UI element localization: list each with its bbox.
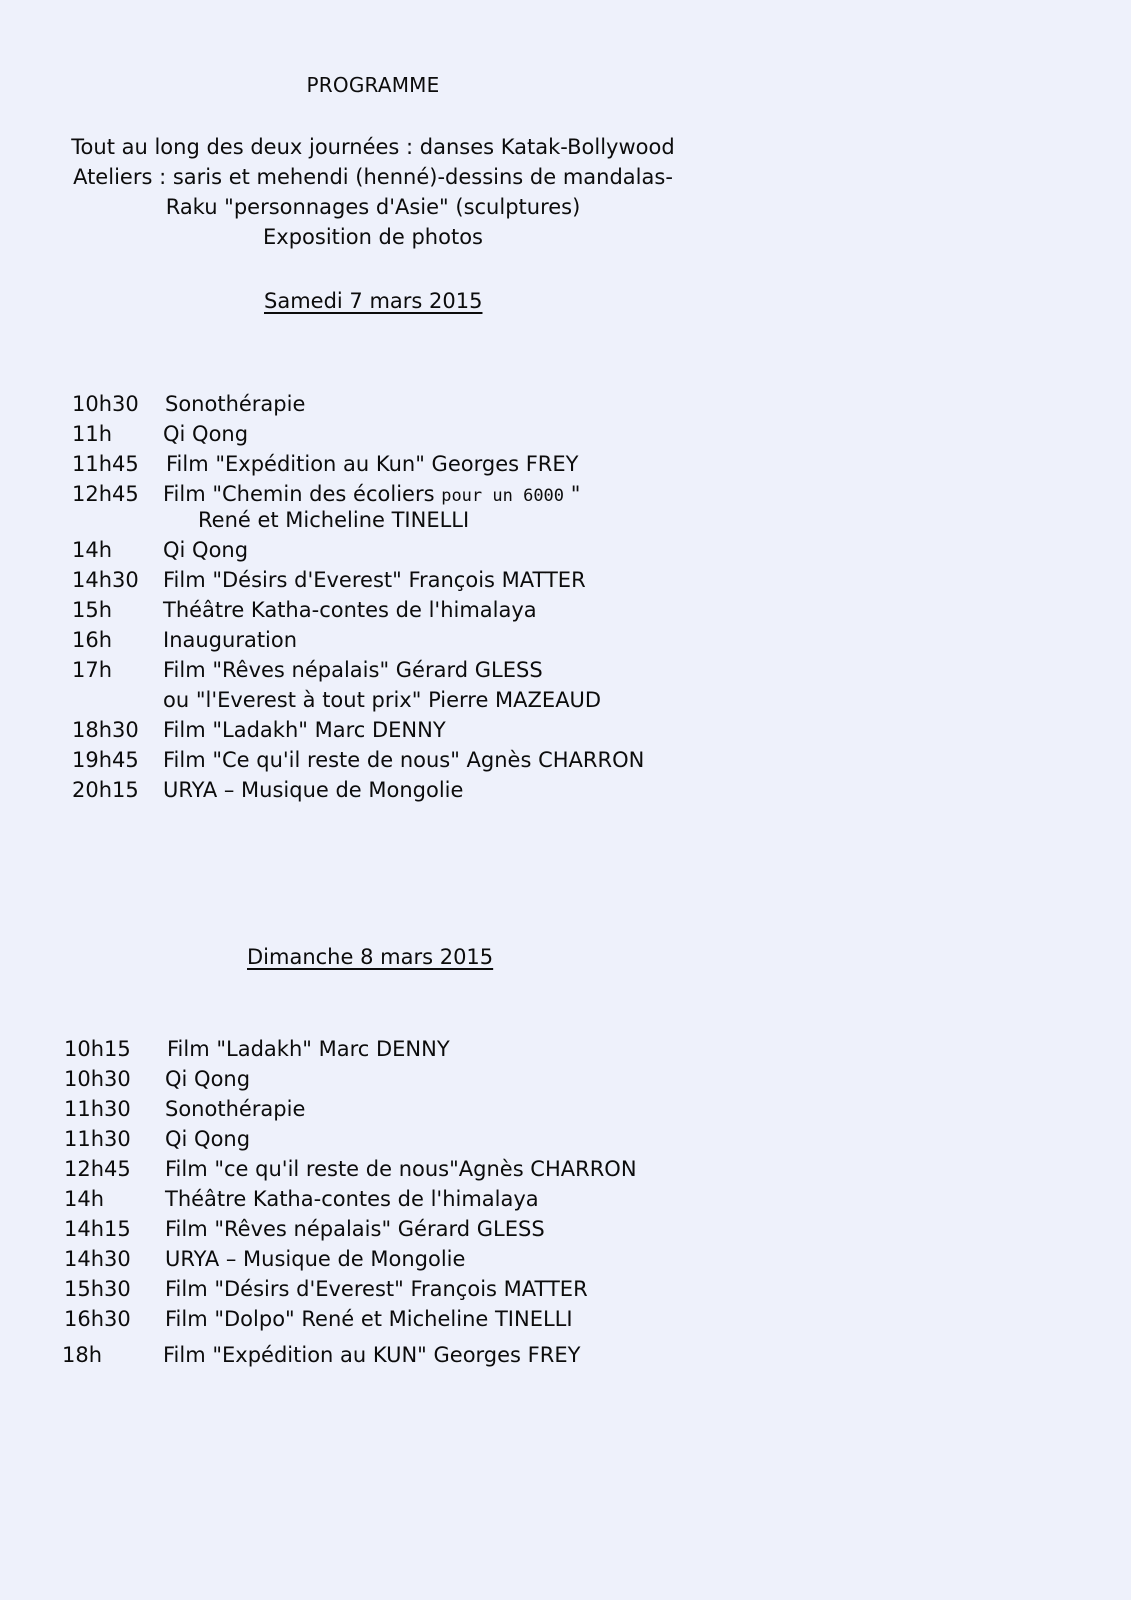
event-time: 16h [72, 628, 113, 652]
event-title: Qi Qong [163, 422, 249, 446]
event-title: Qi Qong [165, 1127, 251, 1151]
event-time: 10h30 [72, 392, 139, 416]
event-title: Film "Ladakh" Marc DENNY [163, 718, 446, 742]
event-time: 14h30 [72, 568, 139, 592]
event-continuation: ou "l'Everest à tout prix" Pierre MAZEAUD [163, 688, 602, 712]
event-time: 11h [72, 422, 113, 446]
intro-line: Raku "personnages d'Asie" (sculptures) [165, 195, 581, 219]
event-title: Film "Expédition au Kun" Georges FREY [166, 452, 579, 476]
event-time: 11h30 [64, 1097, 131, 1121]
event-time: 10h30 [64, 1067, 131, 1091]
event-title: Film "Rêves népalais" Gérard GLESS [163, 658, 543, 682]
event-time: 19h45 [72, 748, 139, 772]
event-time: 14h30 [64, 1247, 131, 1271]
day2-heading: Dimanche 8 mars 2015 [247, 945, 494, 969]
event-title: Sonothérapie [165, 392, 306, 416]
event-title: Film "Dolpo" René et Micheline TINELLI [165, 1307, 573, 1331]
event-continuation: René et Micheline TINELLI [198, 508, 470, 532]
event-time: 18h30 [72, 718, 139, 742]
page-title: PROGRAMME [306, 73, 440, 97]
event-title: Film "Expédition au KUN" Georges FREY [163, 1343, 581, 1367]
event-title: Film "Ladakh" Marc DENNY [167, 1037, 450, 1061]
event-time: 14h [64, 1187, 105, 1211]
event-title: Film "Désirs d'Everest" François MATTER [165, 1277, 588, 1301]
event-title: Inauguration [163, 628, 298, 652]
day1-heading: Samedi 7 mars 2015 [264, 289, 483, 313]
event-title-tail: " [564, 482, 581, 506]
intro-line: Tout au long des deux journées : danses Katak-Bollywood [71, 135, 675, 159]
event-title: Qi Qong [163, 538, 249, 562]
event-time: 18h [62, 1343, 103, 1367]
event-title: Qi Qong [165, 1067, 251, 1091]
event-time: 12h45 [72, 482, 139, 506]
event-title: URYA – Musique de Mongolie [165, 1247, 466, 1271]
event-time: 14h [72, 538, 113, 562]
event-title: Film "Ce qu'il reste de nous" Agnès CHARRON [163, 748, 645, 772]
event-title: Film "ce qu'il reste de nous"Agnès CHARRON [165, 1157, 637, 1181]
event-time: 15h [72, 598, 113, 622]
event-time: 12h45 [64, 1157, 131, 1181]
handwritten-note: pour un 6000 [441, 486, 565, 506]
event-time: 15h30 [64, 1277, 131, 1301]
event-title: Théâtre Katha-contes de l'himalaya [163, 598, 537, 622]
event-title [163, 482, 580, 506]
event-title-text: Film "Chemin des écoliers [163, 482, 442, 506]
event-time: 20h15 [72, 778, 139, 802]
event-title: URYA – Musique de Mongolie [163, 778, 464, 802]
event-title: Film "Désirs d'Everest" François MATTER [163, 568, 586, 592]
event-title: Sonothérapie [165, 1097, 306, 1121]
intro-block [50, 132, 696, 252]
event-time: 16h30 [64, 1307, 131, 1331]
event-title: Film "Rêves népalais" Gérard GLESS [165, 1217, 545, 1241]
event-time: 10h15 [64, 1037, 131, 1061]
intro-line: Ateliers : saris et mehendi (henné)-dessins de mandalas- [73, 165, 673, 189]
event-time: 14h15 [64, 1217, 131, 1241]
event-time: 17h [72, 658, 113, 682]
event-time: 11h45 [72, 452, 139, 476]
event-time: 11h30 [64, 1127, 131, 1151]
intro-line: Exposition de photos [263, 225, 483, 249]
event-title: Théâtre Katha-contes de l'himalaya [165, 1187, 539, 1211]
